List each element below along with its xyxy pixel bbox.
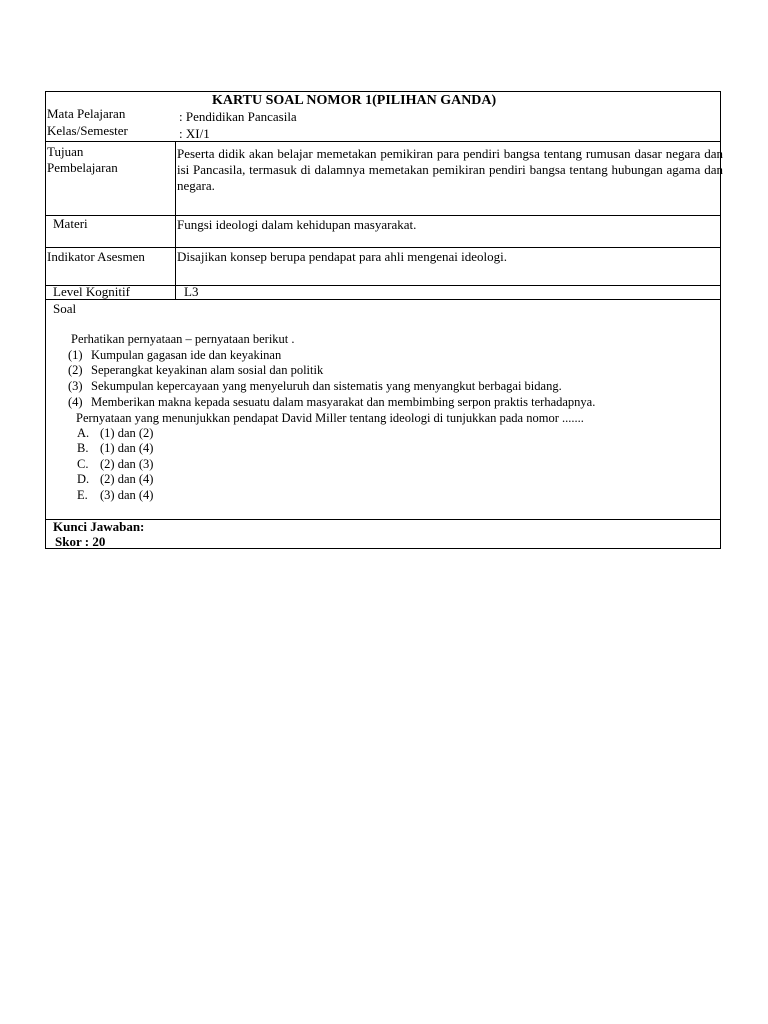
answer-key-label: Kunci Jawaban: [53,519,145,534]
question-intro: Perhatikan pernyataan – pernyataan berikut . [71,332,295,346]
option-letter: C. [77,457,89,471]
score-label: Skor : 20 [55,534,106,549]
material-text: Fungsi ideologi dalam kehidupan masyarakat. [177,217,417,232]
statement-number: (2) [68,363,83,377]
statement-text: Seperangkat keyakinan alam sosial dan politik [91,363,324,377]
objective-text: Peserta didik akan belajar memetakan pemikiran para pendiri bangsa tentang rumusan dasar negara dan isi Pancasila, termasuk di dalamnya memetakan pemikiran pendiri bangsa tentang hubungan agama dan negara. [177,146,723,193]
statement-text: Sekumpulan kepercayaan yang menyeluruh dan sistematis yang menyangkut berbagai bidang. [91,379,562,393]
statement-number: (1) [68,348,83,362]
option-letter: B. [77,441,89,455]
level-value: L3 [184,284,199,299]
statement-number: (4) [68,395,83,409]
row-divider [46,247,720,248]
option-letter: E. [77,488,88,502]
material-label: Materi [53,216,88,231]
row-divider [46,285,720,286]
row-divider [46,519,720,520]
subject-label: Mata Pelajaran [47,106,126,121]
statement-text: Kumpulan gagasan ide dan keyakinan [91,348,282,362]
option-text: (1) dan (2) [100,426,154,440]
question-label: Soal [53,301,77,316]
class-label: Kelas/Semester [47,123,128,138]
level-label: Level Kognitif [53,284,130,299]
objective-label-1: Tujuan [47,144,84,159]
indicator-label: Indikator Asesmen [47,249,145,264]
option-text: (2) dan (4) [100,472,154,486]
question-card [45,91,721,549]
option-text: (2) dan (3) [100,457,154,471]
option-text: (3) dan (4) [100,488,154,502]
row-divider [46,141,720,142]
statement-number: (3) [68,379,83,393]
option-letter: D. [77,472,90,486]
question-prompt: Pernyataan yang menunjukkan pendapat David Miller tentang ideologi di tunjukkan pada nomor ....... [76,411,584,425]
option-letter: A. [77,426,90,440]
option-text: (1) dan (4) [100,441,154,455]
indicator-text: Disajikan konsep berupa pendapat para ahli mengenai ideologi. [177,249,507,264]
statement-text: Memberikan makna kepada sesuatu dalam masyarakat dan membimbing serpon praktis terhadapnya. [91,395,596,409]
row-divider [46,299,720,300]
objective-label-2: Pembelajaran [47,160,118,175]
column-divider [175,141,176,299]
card-title: KARTU SOAL NOMOR 1(PILIHAN GANDA) [212,93,497,108]
class-value: : XI/1 [179,126,210,141]
subject-value: : Pendidikan Pancasila [179,109,297,124]
row-divider [46,215,720,216]
